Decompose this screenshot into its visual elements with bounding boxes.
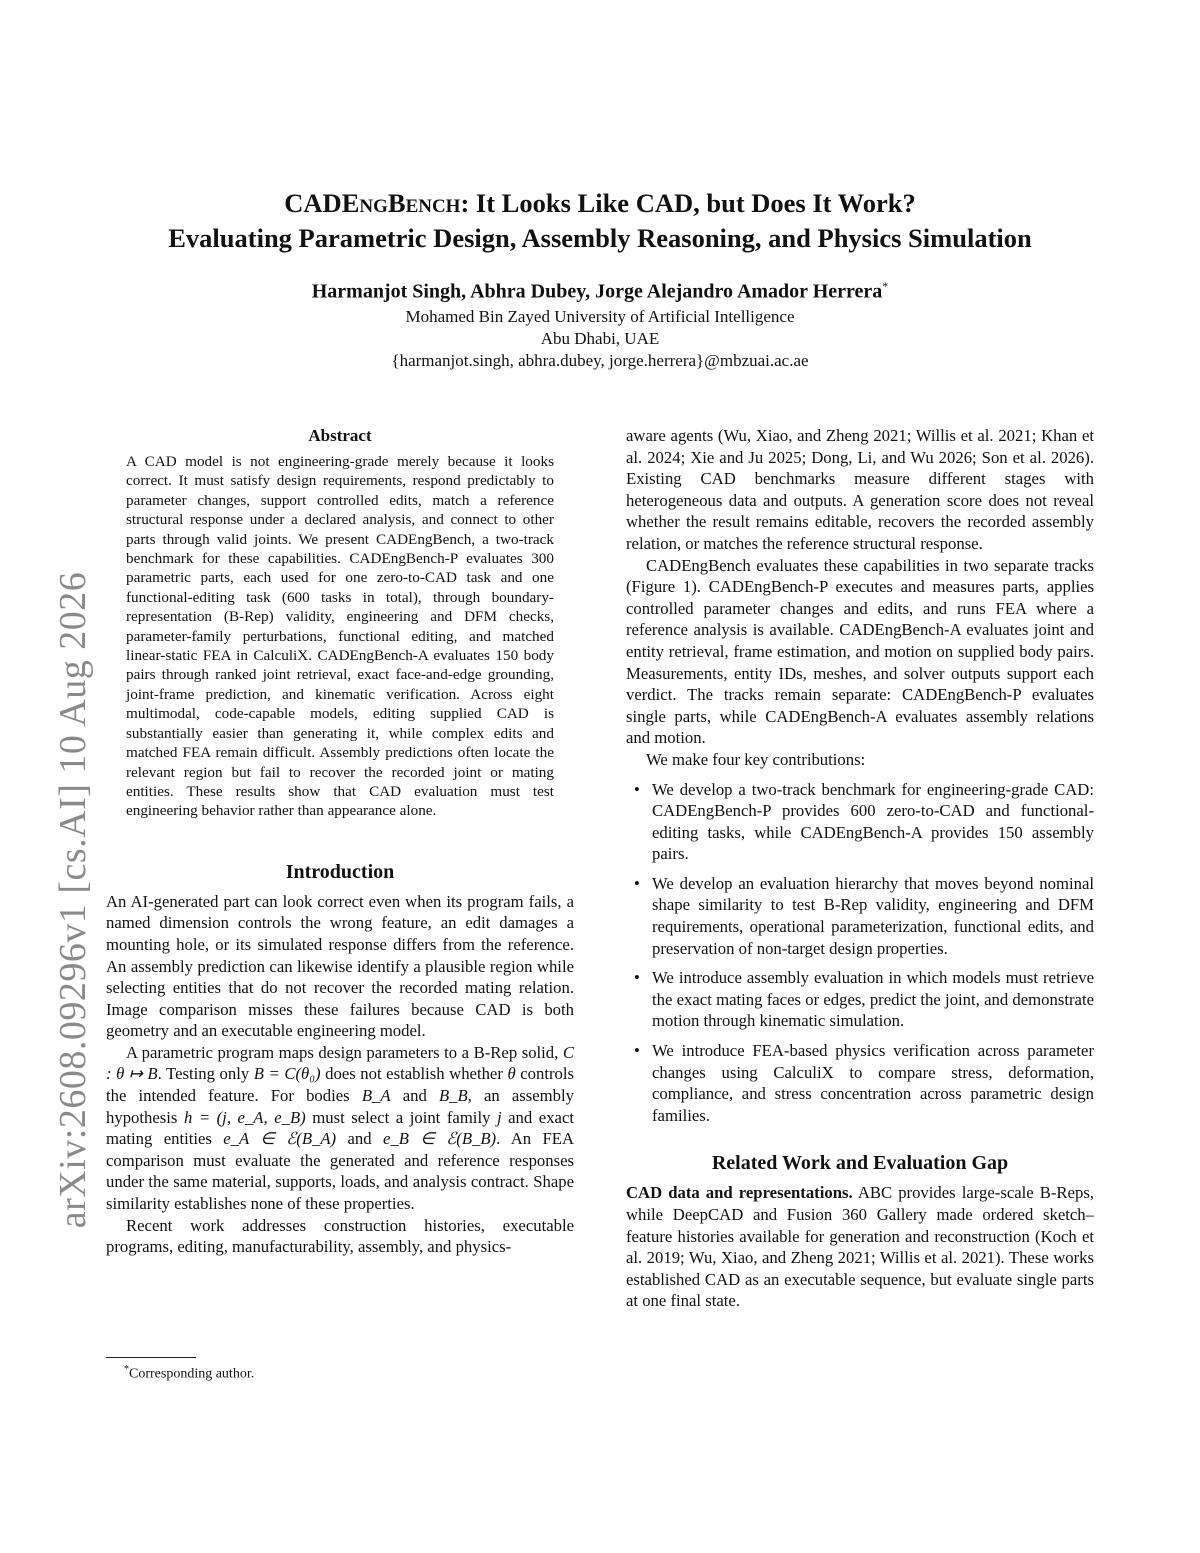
paper-title: [100, 186, 1100, 256]
math-body-a: B_A: [361, 1086, 391, 1106]
abstract-text: A CAD model is not engineering-grade merely because it looks correct. It must satisfy design requirements, respond predictably to parameter changes, support controlled edits, match a reference structural response under a declared analysis, and connect to other parts through valid joints. We present CADEngBench, a two-track benchmark for these capabilities. CADEngBench-P evaluates 300 parametric parts, each used for one zero-to-CAD task and one functional-editing task (600 tasks in total), through boundary-representation (B-Rep) validity, engineering and DFM checks, parameter-family perturbations, functional editing, and matched linear-static FEA in CalculiX. CADEngBench-A evaluates 150 body pairs through ranked joint retrieval, exact face-and-edge grounding, joint-frame prediction, and kinematic verification. Across eight multimodal, code-capable models, editing supplied CAD is substantially easier than generating it, while complex edits and matched FEA remain difficult. Assembly predictions often locate the relevant region but fail to recover the recorded joint or mating entities. These results show that CAD evaluation must test engineering behavior rather than appearance alone.: [126, 453, 554, 820]
title-line-2: Evaluating Parametric Design, Assembly Reasoning, and Physics Simulation: [168, 223, 1032, 253]
bullet-icon: •: [634, 1041, 640, 1061]
intro-paragraph-2: A parametric program maps design parameters to a B-Rep solid, C : θ ↦ B. Testing only B = C(θ₀) does not establish whether θ controls the intended feature. For bodies B_A and B_B, an assembly hypothesis h = (j, e_A, e_B) must select a joint family j and exact mating entities e_A ∈ ℰ(B_A) and e_B ∈ ℰ(B_B). An FEA comparison must evaluate the generated and reference responses under the same material, supports, loads, and analysis contract. Shape similarity establishes none of these properties.: [106, 1042, 574, 1214]
author-list: Harmanjot Singh, Abhra Dubey, Jorge Alejandro Amador Herrera*: [311, 279, 889, 303]
contribution-item: • We develop a two-track benchmark for engineering-grade CAD: CADEngBench-P provides 600 zero-to-CAD and functional-editing tasks, while CADEngBench-A provides 150 assembly pairs.: [634, 779, 1094, 864]
intro-paragraph-1: An AI-generated part can look correct even when its program fails, a named dimension controls the wrong feature, an edit damages a mounting hole, or its simulated response differs from the reference. An assembly prediction can likewise identify a plausible region while selecting entities that do not recover the recorded mating relation. Image comparison misses these failures because CAD is both geometry and an executable engineering model.: [106, 891, 574, 1041]
contributions-list: [626, 779, 1094, 1127]
paragraph-runin-heading: CAD data and representations.: [626, 1183, 853, 1203]
contribution-item: • We develop an evaluation hierarchy that moves beyond nominal shape similarity to test B-Rep validity, engineering and DFM requirements, operational parameterization, functional edits, and preservation of non-target design properties.: [634, 873, 1094, 958]
intro-paragraph-4: CADEngBench evaluates these capabilities in two separate tracks (Figure 1). CADEngBench-P executes and measures parts, applies controlled parameter changes and edits, and runs FEA where a reference analysis is available. CADEngBench-A evaluates joint and entity retrieval, frame estimation, and motion on supplied body pairs. Measurements, entity IDs, meshes, and solver outputs support each verdict. The tracks remain separate: CADEngBench-P evaluates single parts, while CADEngBench-A evaluates assembly relations and motion.: [626, 555, 1094, 748]
arxiv-identifier-stamp: arXiv:2608.09296v1 [cs.AI] 10 Aug 2026: [52, 571, 94, 1229]
institution: Mohamed Bin Zayed University of Artificial Intelligence: [405, 307, 795, 326]
math-program-map: C : θ ↦ B: [106, 1042, 574, 1084]
bullet-icon: •: [634, 779, 640, 799]
abstract-heading: Abstract: [308, 426, 372, 445]
contribution-item: • We introduce FEA-based physics verification across parameter changes using CalculiX to compare stress, deformation, compliance, and stress concentration across parametric design families.: [634, 1041, 1094, 1125]
introduction-heading: Introduction: [285, 860, 395, 883]
title-line-1: CADEngBench: It Looks Like CAD, but Does It Work?: [284, 188, 916, 218]
math-hypothesis: h = (j, e_A, e_B): [183, 1107, 306, 1127]
bullet-icon: •: [634, 968, 640, 988]
math-entity-a: e_A ∈ ℰ(B_A): [223, 1129, 337, 1149]
location: Abu Dhabi, UAE: [540, 329, 660, 348]
footnote-divider: [106, 1357, 196, 1358]
corresponding-author-mark: *: [882, 279, 889, 293]
intro-paragraph-3-start: Recent work addresses construction histories, executable programs, editing, manufacturability, assembly, and physics-: [106, 1215, 574, 1257]
author-emails: {harmanjot.singh, abhra.dubey, jorge.herrera}@mbzuai.ac.ae: [391, 351, 809, 370]
related-work-paragraph: CAD data and representations. ABC provides large-scale B-Reps, while DeepCAD and Fusion 360 Gallery made ordered sketch–feature histories available for generation and reconstruction (Koch et al. 2019; Wu, Xiao, and Zheng 2021; Willis et al. 2021). These works established CAD as an executable sequence, but evaluate single parts at one final state.: [626, 1183, 1094, 1311]
math-body-b: B_B: [438, 1086, 468, 1106]
footnote: *Corresponding author.: [124, 1364, 255, 1382]
intro-paragraph-3-continued: aware agents (Wu, Xiao, and Zheng 2021; Willis et al. 2021; Khan et al. 2024; Xie and Ju 2025; Dong, Li, and Wu 2026; Son et al. 2026). Existing CAD benchmarks measure different stages with heterogeneous data and outputs. A generation score does not reveal whether the result remains editable, recovers the recorded assembly relation, or matches the reference structural response.: [626, 426, 1094, 553]
math-nominal-solid: B = C(θ₀): [253, 1064, 321, 1084]
math-entity-b: e_B ∈ ℰ(B_B): [382, 1129, 497, 1149]
right-column: [626, 425, 1094, 1312]
math-theta: θ: [507, 1064, 516, 1084]
bullet-icon: •: [634, 873, 640, 893]
contribution-item: • We introduce assembly evaluation in which models must retrieve the exact mating faces or edges, predict the joint, and demonstrate motion through kinematic simulation.: [634, 968, 1094, 1031]
contributions-lead: We make four key contributions:: [646, 749, 866, 769]
left-column: [106, 425, 574, 1258]
related-work-heading: Related Work and Evaluation Gap: [711, 1152, 1009, 1175]
math-joint-family: j: [496, 1107, 502, 1127]
affiliation-block: [100, 306, 1100, 372]
